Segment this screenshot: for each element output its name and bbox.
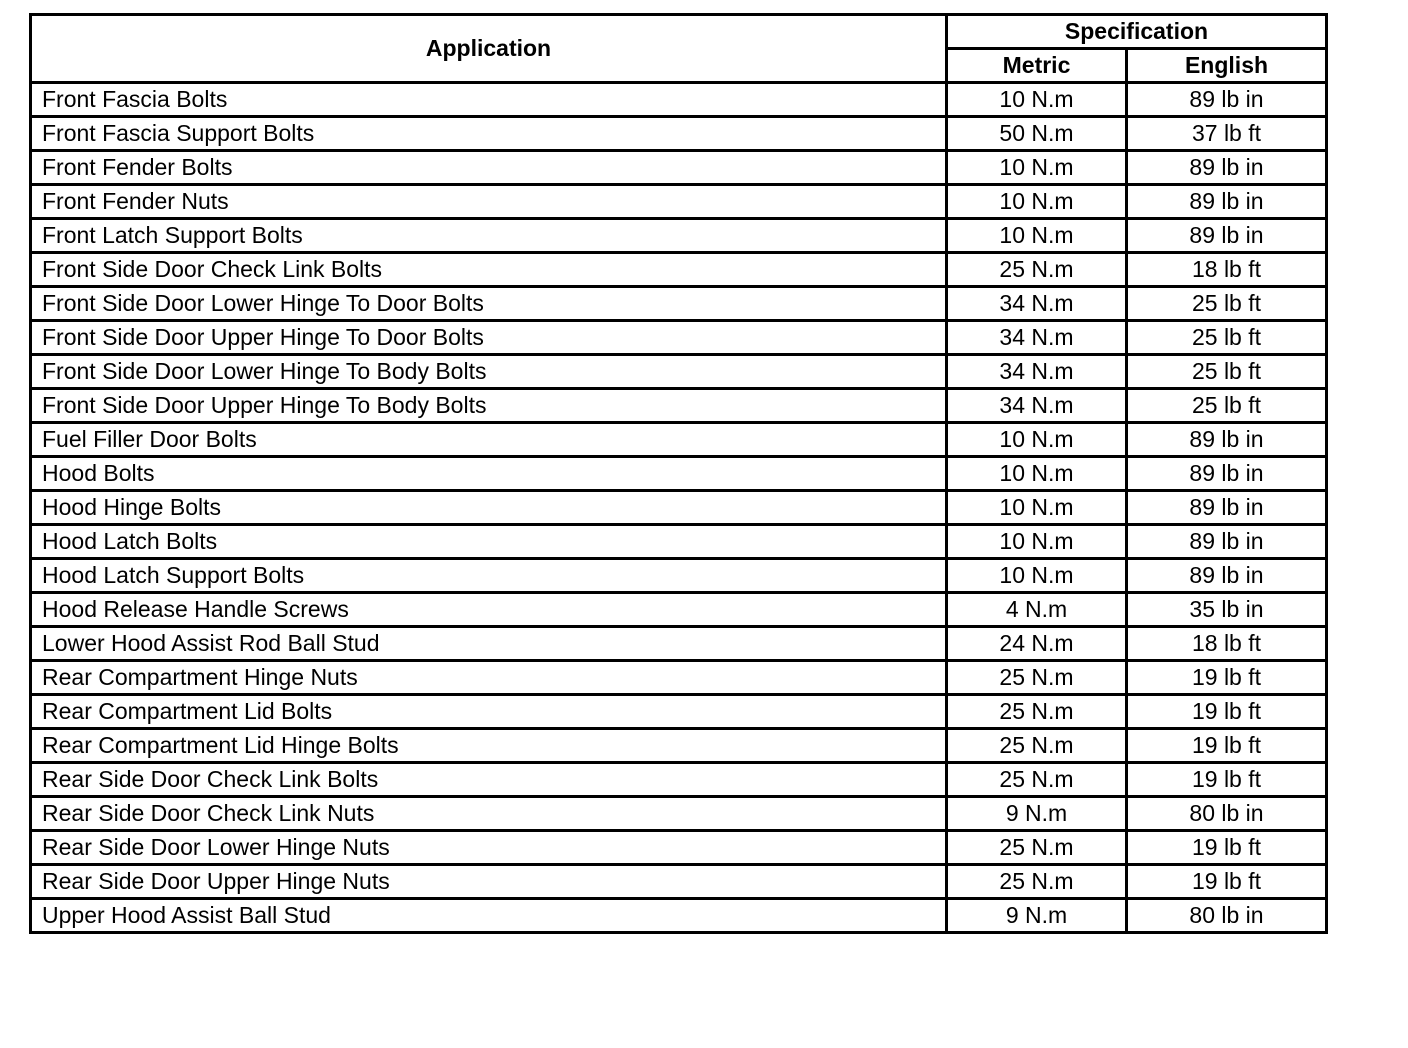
table-row: [31, 117, 1327, 151]
table-row: [31, 355, 1327, 389]
table-body: [31, 83, 1327, 933]
cell-english: 89 lb in: [1127, 491, 1327, 525]
cell-metric: 10 N.m: [947, 457, 1127, 491]
cell-english: 19 lb ft: [1127, 865, 1327, 899]
cell-application: Front Side Door Check Link Bolts: [31, 253, 947, 287]
cell-english: 19 lb ft: [1127, 695, 1327, 729]
cell-application: Hood Release Handle Screws: [31, 593, 947, 627]
cell-metric: 25 N.m: [947, 729, 1127, 763]
cell-application: Upper Hood Assist Ball Stud: [31, 899, 947, 933]
cell-english: 80 lb in: [1127, 797, 1327, 831]
table-row: [31, 763, 1327, 797]
cell-metric: 34 N.m: [947, 287, 1127, 321]
cell-application: Front Fender Bolts: [31, 151, 947, 185]
cell-metric: 25 N.m: [947, 865, 1127, 899]
cell-metric: 4 N.m: [947, 593, 1127, 627]
table-row: [31, 525, 1327, 559]
cell-english: 18 lb ft: [1127, 627, 1327, 661]
cell-application: Front Side Door Lower Hinge To Body Bolts: [31, 355, 947, 389]
cell-english: 25 lb ft: [1127, 389, 1327, 423]
cell-application: Lower Hood Assist Rod Ball Stud: [31, 627, 947, 661]
table-row: [31, 593, 1327, 627]
cell-metric: 10 N.m: [947, 559, 1127, 593]
cell-application: Front Fascia Bolts: [31, 83, 947, 117]
cell-metric: 9 N.m: [947, 899, 1127, 933]
cell-english: 89 lb in: [1127, 525, 1327, 559]
cell-application: Rear Side Door Upper Hinge Nuts: [31, 865, 947, 899]
cell-application: Rear Side Door Lower Hinge Nuts: [31, 831, 947, 865]
cell-english: 19 lb ft: [1127, 763, 1327, 797]
cell-metric: 10 N.m: [947, 491, 1127, 525]
cell-application: Hood Latch Support Bolts: [31, 559, 947, 593]
cell-metric: 34 N.m: [947, 355, 1127, 389]
cell-metric: 25 N.m: [947, 661, 1127, 695]
table-row: [31, 83, 1327, 117]
cell-application: Rear Compartment Lid Bolts: [31, 695, 947, 729]
cell-metric: 25 N.m: [947, 763, 1127, 797]
cell-application: Hood Bolts: [31, 457, 947, 491]
cell-metric: 10 N.m: [947, 423, 1127, 457]
table-row: [31, 661, 1327, 695]
cell-metric: 9 N.m: [947, 797, 1127, 831]
header-application: Application: [31, 15, 947, 83]
table-row: [31, 695, 1327, 729]
cell-english: 25 lb ft: [1127, 355, 1327, 389]
cell-metric: 10 N.m: [947, 219, 1127, 253]
table-header: [31, 15, 1327, 83]
table-row: [31, 321, 1327, 355]
cell-english: 37 lb ft: [1127, 117, 1327, 151]
cell-english: 25 lb ft: [1127, 321, 1327, 355]
cell-application: Front Fascia Support Bolts: [31, 117, 947, 151]
table-row: [31, 729, 1327, 763]
table-row: [31, 219, 1327, 253]
table-row: [31, 627, 1327, 661]
header-english: English: [1127, 49, 1327, 83]
table-row: [31, 457, 1327, 491]
cell-application: Rear Side Door Check Link Nuts: [31, 797, 947, 831]
cell-english: 25 lb ft: [1127, 287, 1327, 321]
cell-english: 89 lb in: [1127, 559, 1327, 593]
cell-metric: 10 N.m: [947, 151, 1127, 185]
cell-application: Fuel Filler Door Bolts: [31, 423, 947, 457]
header-metric: Metric: [947, 49, 1127, 83]
table-row: [31, 559, 1327, 593]
cell-english: 80 lb in: [1127, 899, 1327, 933]
table-row: [31, 797, 1327, 831]
table-row: [31, 423, 1327, 457]
cell-application: Front Fender Nuts: [31, 185, 947, 219]
cell-english: 89 lb in: [1127, 83, 1327, 117]
cell-metric: 10 N.m: [947, 83, 1127, 117]
cell-english: 19 lb ft: [1127, 831, 1327, 865]
cell-english: 89 lb in: [1127, 185, 1327, 219]
cell-english: 18 lb ft: [1127, 253, 1327, 287]
table-row: [31, 831, 1327, 865]
cell-english: 19 lb ft: [1127, 661, 1327, 695]
cell-application: Front Side Door Lower Hinge To Door Bolts: [31, 287, 947, 321]
table-row: [31, 253, 1327, 287]
cell-english: 89 lb in: [1127, 423, 1327, 457]
cell-english: 35 lb in: [1127, 593, 1327, 627]
cell-english: 89 lb in: [1127, 219, 1327, 253]
cell-metric: 10 N.m: [947, 525, 1127, 559]
cell-metric: 25 N.m: [947, 253, 1127, 287]
cell-metric: 10 N.m: [947, 185, 1127, 219]
header-specification: Specification: [947, 15, 1327, 49]
cell-metric: 50 N.m: [947, 117, 1127, 151]
table-row: [31, 865, 1327, 899]
cell-application: Rear Compartment Hinge Nuts: [31, 661, 947, 695]
cell-english: 19 lb ft: [1127, 729, 1327, 763]
table-row: [31, 185, 1327, 219]
table-row: [31, 491, 1327, 525]
cell-application: Rear Side Door Check Link Bolts: [31, 763, 947, 797]
table-row: [31, 389, 1327, 423]
cell-application: Hood Latch Bolts: [31, 525, 947, 559]
cell-application: Front Latch Support Bolts: [31, 219, 947, 253]
table-row: [31, 287, 1327, 321]
table-row: [31, 151, 1327, 185]
cell-english: 89 lb in: [1127, 151, 1327, 185]
cell-application: Rear Compartment Lid Hinge Bolts: [31, 729, 947, 763]
cell-metric: 34 N.m: [947, 389, 1127, 423]
table-row: [31, 899, 1327, 933]
fastener-spec-table: [29, 13, 1328, 934]
cell-application: Front Side Door Upper Hinge To Door Bolts: [31, 321, 947, 355]
cell-metric: 34 N.m: [947, 321, 1127, 355]
cell-metric: 24 N.m: [947, 627, 1127, 661]
cell-english: 89 lb in: [1127, 457, 1327, 491]
cell-metric: 25 N.m: [947, 831, 1127, 865]
cell-metric: 25 N.m: [947, 695, 1127, 729]
cell-application: Front Side Door Upper Hinge To Body Bolts: [31, 389, 947, 423]
cell-application: Hood Hinge Bolts: [31, 491, 947, 525]
